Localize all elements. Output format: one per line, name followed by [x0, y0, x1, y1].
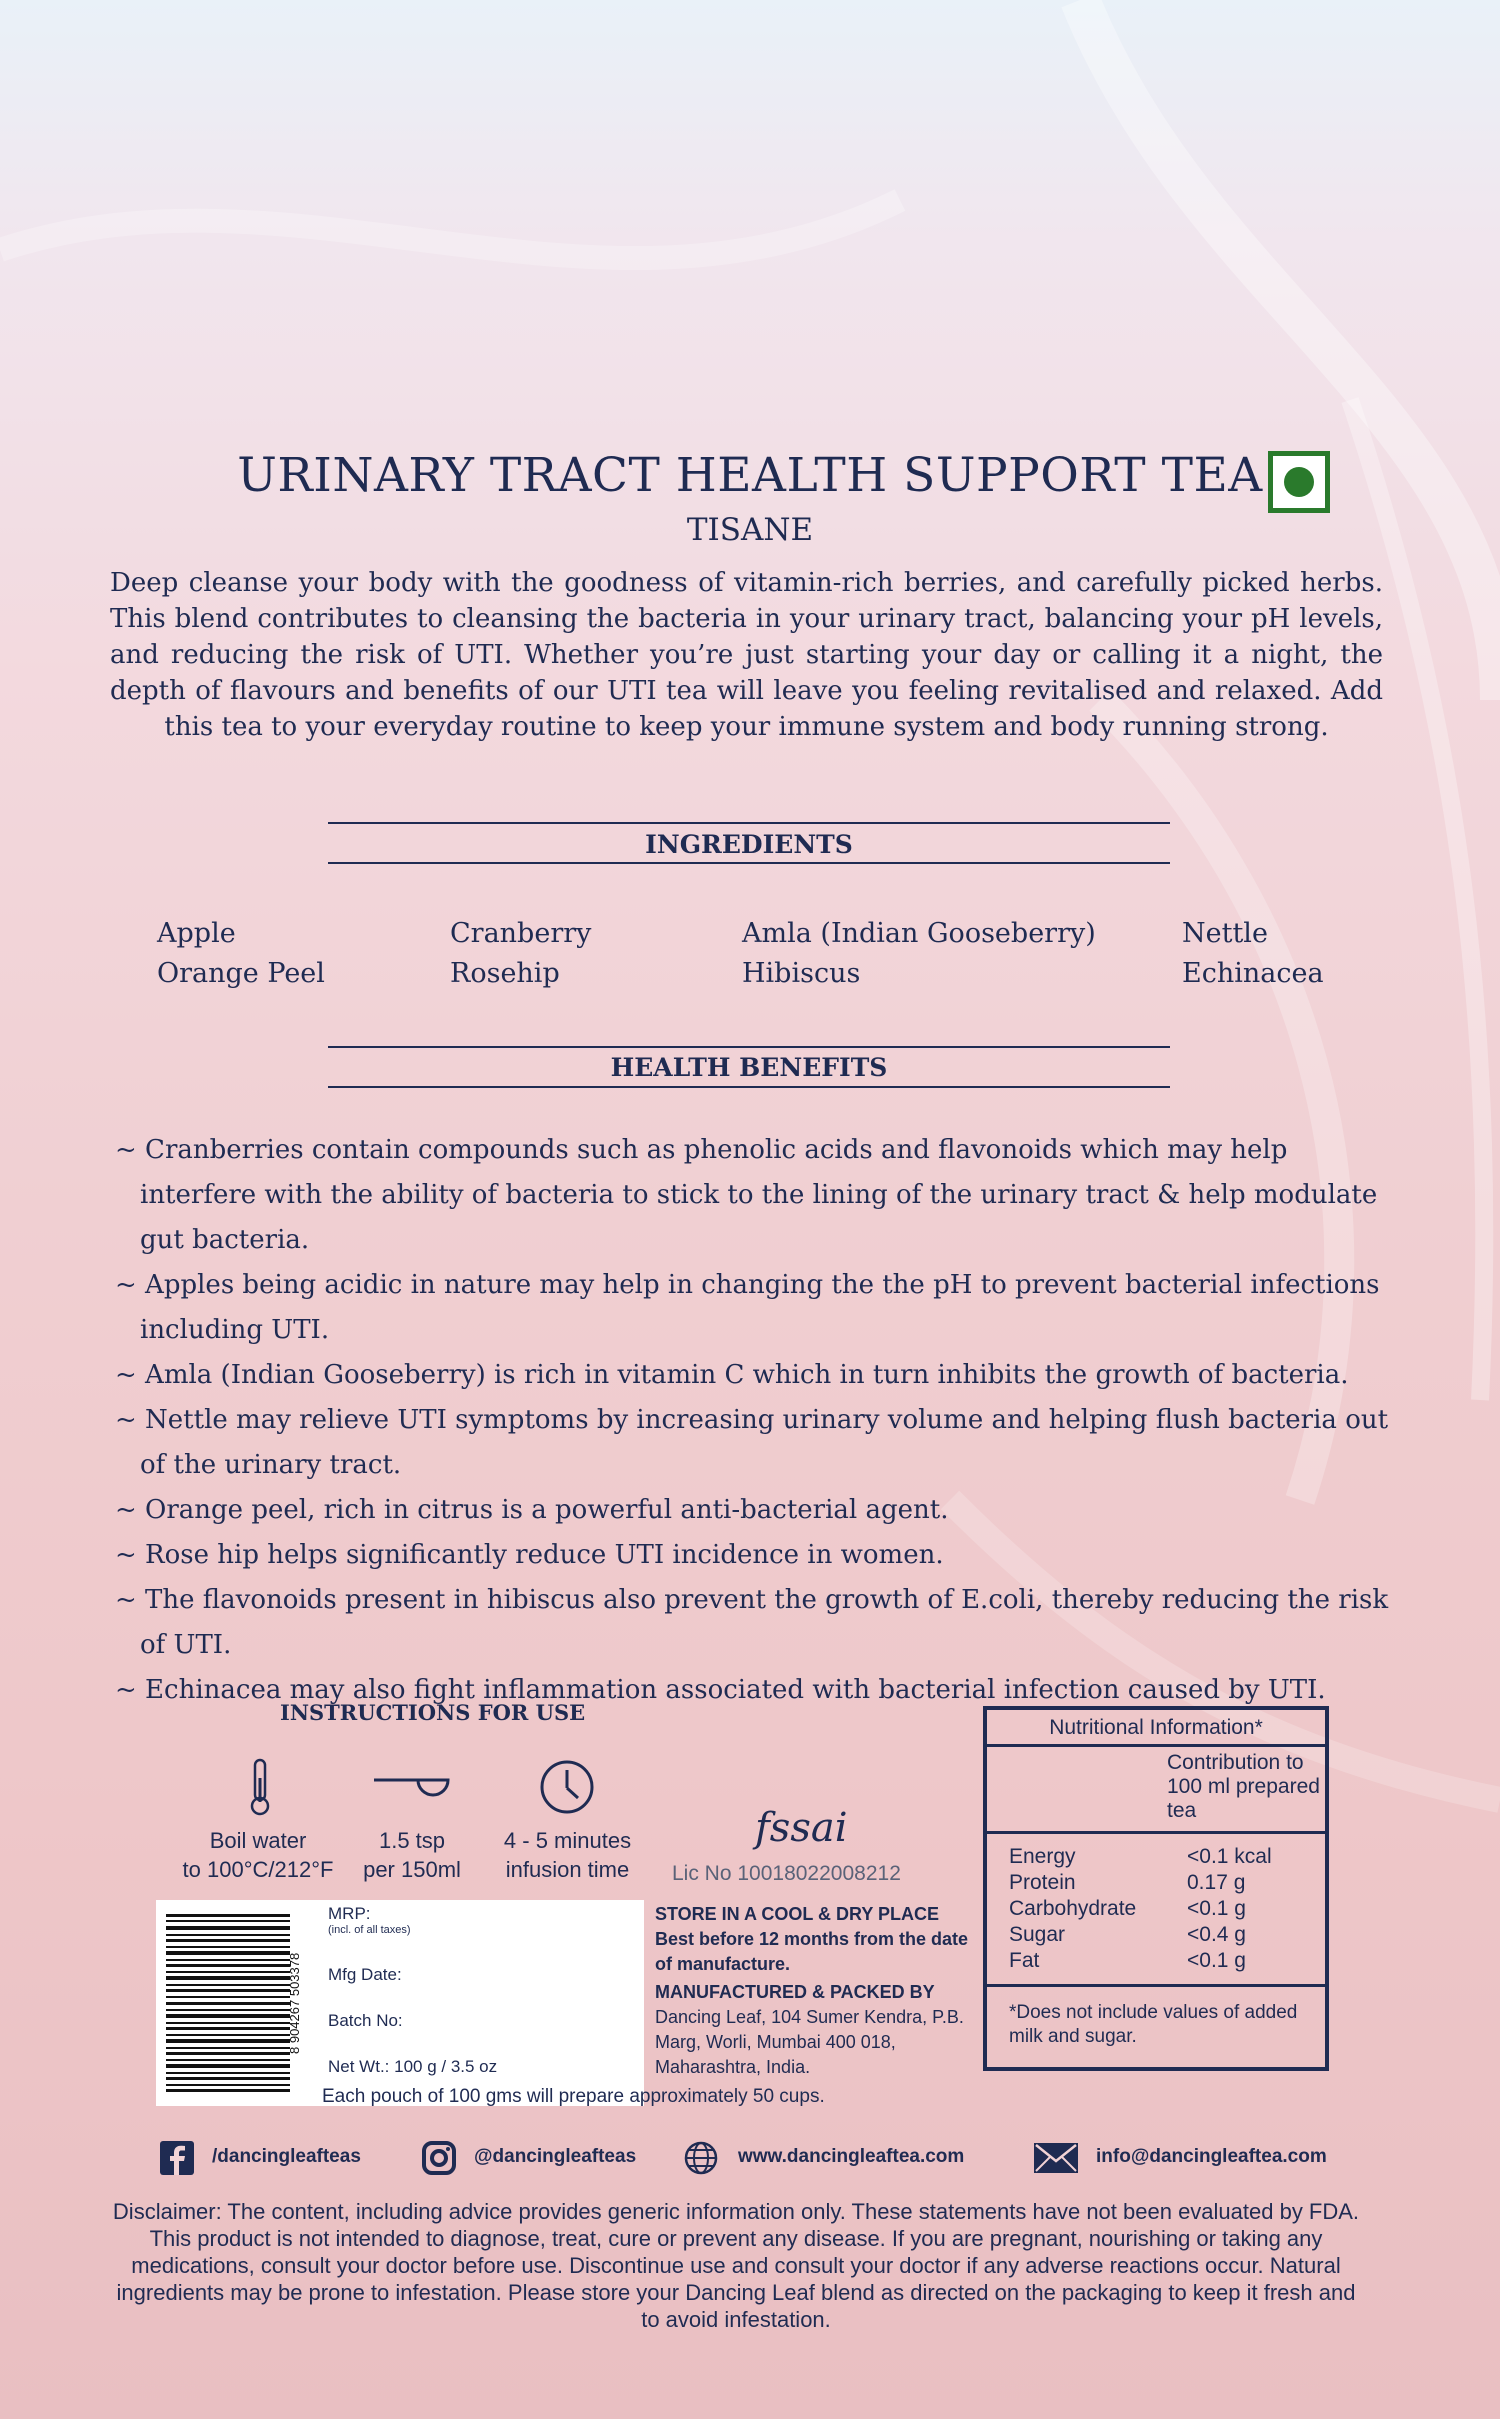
instagram-handle[interactable]: @dancingleafteas [474, 2146, 637, 2167]
benefit-item: ~ Echinacea may also fight inflammation associated with bacterial infection caused by UTI. [115, 1675, 1326, 1705]
nutrition-row: Protein 0.17 g [1009, 1871, 1246, 1894]
thermometer-icon [246, 1758, 274, 1818]
step-label: 1.5 tsp per 150ml [363, 1828, 461, 1882]
clock-icon [538, 1758, 596, 1816]
nutrition-column-header: Contribution to 100 ml prepared tea [1167, 1751, 1320, 1822]
barcode-number: 8 904267 503378 [287, 1952, 302, 2054]
divider [328, 822, 1170, 824]
instructions-heading: INSTRUCTIONS FOR USE [280, 1700, 586, 1725]
benefit-item: ~ Rose hip helps significantly reduce UTI incidence in women. [115, 1540, 944, 1570]
best-before: Best before 12 months from the date of manufacture. [655, 1929, 969, 1974]
net-weight: Net Wt.: 100 g / 3.5 oz [328, 2057, 498, 2076]
nutrition-row: Sugar <0.4 g [1009, 1923, 1246, 1946]
manufacturer-address: Dancing Leaf, 104 Sumer Kendra, P.B. Marg, Worli, Mumbai 400 018, Maharashtra, India. [655, 2007, 964, 2077]
storage-heading: STORE IN A COOL & DRY PLACE [655, 1904, 940, 1924]
barcode [166, 1908, 296, 2100]
benefit-item: ~ Cranberries contain compounds such as phenolic acids and flavonoids which may help interfere with the ability of bacteria to stick to the lining of the urinary tract & help modulate gut bacteria. [115, 1135, 1378, 1255]
ingredient-item: Hibiscus [742, 958, 861, 989]
facebook-handle[interactable]: /dancingleafteas [212, 2146, 361, 2167]
benefit-item: ~ The flavonoids present in hibiscus also prevent the growth of E.coli, thereby reducing the risk of UTI. [115, 1585, 1389, 1660]
ingredient-item: Echinacea [1182, 958, 1324, 989]
ingredient-item: Nettle [1182, 918, 1268, 949]
disclaimer: Disclaimer: The content, including advice provides generic information only. These statements have not been evaluated by FDA. This product is not intended to diagnose, treat, cure or prevent any disease. If you are pregnant, nourishing or taking any medications, consult your doctor before use. Discontinue use and consult your doctor if any adverse reactions occur. Natural ingredients may be prone to infestation. Please store your Dancing Leaf blend as directed on the packaging to keep it fresh and to avoid infestation. [112, 2199, 1360, 2332]
benefits-list [115, 1128, 1405, 1713]
manufacturer-heading: MANUFACTURED & PACKED BY [655, 1982, 935, 2002]
ingredient-item: Rosehip [450, 958, 560, 989]
nutrition-row: Fat <0.1 g [1009, 1949, 1246, 1972]
nutrition-row: Carbohydrate <0.1 g [1009, 1897, 1246, 1920]
step-label: Boil water to 100°C/212°F [182, 1828, 334, 1882]
storage-info [655, 1902, 975, 2080]
ingredient-item: Cranberry [450, 918, 592, 949]
nutrition-footnote: *Does not include values of added milk and sugar. [987, 1984, 1325, 2049]
spoon-icon [372, 1774, 452, 1804]
divider [328, 1086, 1170, 1088]
batch-label: Batch No: [328, 2011, 403, 2030]
mrp-label: MRP: [328, 1904, 371, 1923]
pouch-note: Each pouch of 100 gms will prepare approximately 50 cups. [322, 2086, 825, 2107]
divider [328, 1046, 1170, 1048]
benefit-item: ~ Nettle may relieve UTI symptoms by increasing urinary volume and helping flush bacteria out of the urinary tract. [115, 1405, 1389, 1480]
nutrition-rows [987, 1831, 1325, 1984]
product-title: URINARY TRACT HEALTH SUPPORT TEA [237, 448, 1263, 503]
nutrition-heading: Nutritional Information* [987, 1710, 1325, 1747]
fssai-license: Lic No 10018022008212 [672, 1862, 901, 1885]
ingredient-item: Orange Peel [157, 958, 325, 989]
ingredient-item: Amla (Indian Gooseberry) [742, 918, 1096, 949]
email-link[interactable]: info@dancingleaftea.com [1096, 2146, 1327, 2167]
ingredient-item: Apple [157, 918, 236, 949]
step-label: 4 - 5 minutes infusion time [503, 1828, 632, 1882]
globe-icon [684, 2141, 718, 2175]
nutrition-table [983, 1706, 1329, 2071]
product-description: Deep cleanse your body with the goodness of vitamin-rich berries, and carefully picked herbs. This blend contributes to cleansing the bacteria in your urinary tract, balancing your pH levels, and reducing the risk of UTI. Whether you’re just starting your day or calling it a night, the depth of flavours and benefits of our UTI tea will leave you feeling revitalised and relaxed. Add this tea to your everyday routine to keep your immune system and body running strong. [110, 568, 1383, 742]
benefit-item: ~ Amla (Indian Gooseberry) is rich in vitamin C which in turn inhibits the growth of bacteria. [115, 1360, 1349, 1390]
benefits-heading: HEALTH BENEFITS [610, 1053, 888, 1082]
veg-mark-icon [1268, 451, 1330, 513]
website-link[interactable]: www.dancingleaftea.com [738, 2146, 965, 2167]
fssai-logo: fssai [755, 1805, 848, 1851]
facebook-icon [160, 2141, 194, 2175]
mfg-date-label: Mfg Date: [328, 1965, 402, 1984]
benefit-item: ~ Orange peel, rich in citrus is a powerful anti-bacterial agent. [115, 1495, 949, 1525]
divider [328, 862, 1170, 864]
mrp-note: (incl. of all taxes) [328, 1924, 411, 1936]
ingredients-heading: INGREDIENTS [645, 830, 853, 859]
nutrition-row: Energy <0.1 kcal [1009, 1845, 1272, 1868]
email-icon [1034, 2143, 1078, 2173]
instagram-icon [422, 2141, 456, 2175]
benefit-item: ~ Apples being acidic in nature may help in changing the the pH to prevent bacterial infections including UTI. [115, 1270, 1380, 1345]
product-subtitle: TISANE [686, 512, 814, 548]
